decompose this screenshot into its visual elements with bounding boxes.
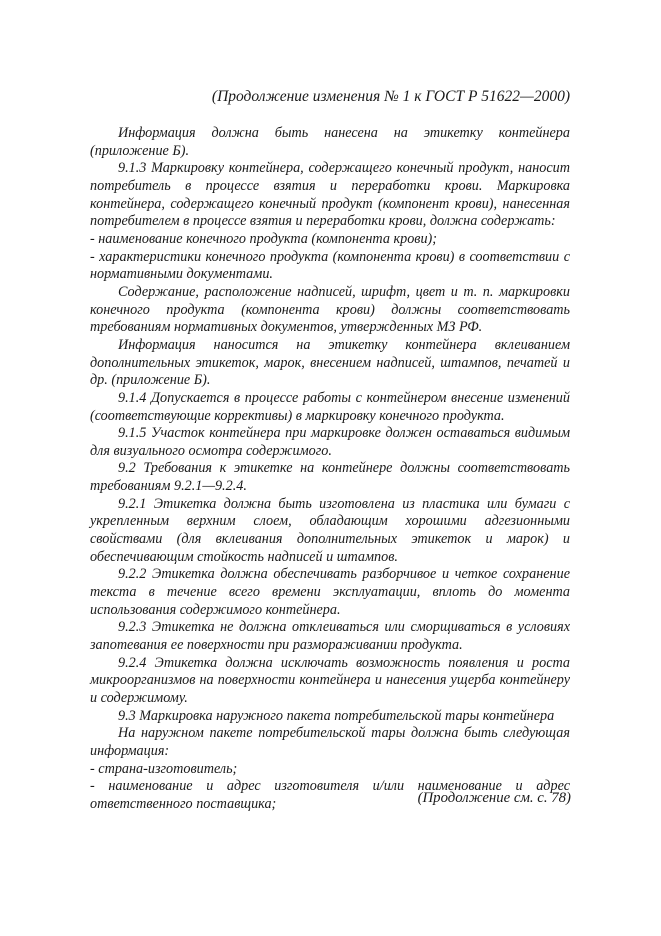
paragraph: 9.1.5 Участок контейнера при маркировке должен оставаться видимым для визуального осмотра содержимого. [90, 425, 570, 459]
section-heading: 9.3 Маркировка наружного пакета потребительской тары контейнера [118, 707, 555, 724]
list-item: - страна-изготовитель; [90, 760, 238, 777]
paragraph: 9.2.1 Этикетка должна быть изготовлена из пластика или бумаги с укрепленным верхним слоем, обладающим хорошими адгезионными свойствами (для вклеивания дополнительных этикеток и марок) и обеспечивающим стойкость надписей и штампов. [90, 495, 570, 565]
paragraph: 9.1.3 Маркировку контейнера, содержащего конечный продукт, наносит потребитель в процессе взятия и переработки крови. Маркировка контейнера, содержащего конечный продукт (компонент крови), нанесенная потребителем в процессе взятия и переработки крови, должна содержать: [90, 160, 570, 230]
paragraph: Информация наносится на этикетку контейнера вклеиванием дополнительных этикеток, марок, внесением надписей, штампов, печатей и др. (приложение Б). [90, 336, 570, 389]
list-item: - наименование конечного продукта (компонента крови); [90, 230, 437, 247]
document-body [90, 125, 570, 814]
paragraph: Содержание, расположение надписей, шрифт, цвет и т. п. маркировки конечного продукта (компонента крови) должны соответствовать требованиям нормативных документов, утвержденных МЗ РФ. [90, 283, 570, 336]
paragraph: Информация должна быть нанесена на этикетку контейнера (приложение Б). [90, 125, 570, 159]
page-footer: (Продолжение см. с. 78) [417, 790, 571, 806]
paragraph: 9.2.2 Этикетка должна обеспечивать разборчивое и четкое сохранение текста в течение всего времени эксплуатации, вплоть до момента использования содержимого контейнера. [90, 566, 570, 618]
paragraph: На наружном пакете потребительской тары должна быть следующая информация: [90, 725, 570, 759]
page-header: (Продолжение изменения № 1 к ГОСТ Р 51622—2000) [211, 88, 570, 105]
paragraph: 9.2 Требования к этикетке на контейнере должны соответствовать требованиям 9.2.1—9.2.4. [90, 460, 570, 495]
list-item: - наименование и адрес изготовителя и/или наименование и адрес ответственного поставщика; [90, 778, 570, 812]
list-item: - характеристики конечного продукта (компонента крови) в соответствии с нормативными документами. [90, 248, 570, 283]
paragraph: 9.2.3 Этикетка не должна отклеиваться или сморщиваться в условиях запотевания ее поверхности при размораживании продукта. [90, 619, 570, 654]
paragraph: 9.2.4 Этикетка должна исключать возможность появления и роста микроорганизмов на поверхности контейнера и нанесения ущерба контейнеру и содержимому. [90, 654, 570, 706]
paragraph: 9.1.4 Допускается в процессе работы с контейнером внесение изменений (соответствующие коррективы) в маркировку конечного продукта. [90, 389, 570, 424]
